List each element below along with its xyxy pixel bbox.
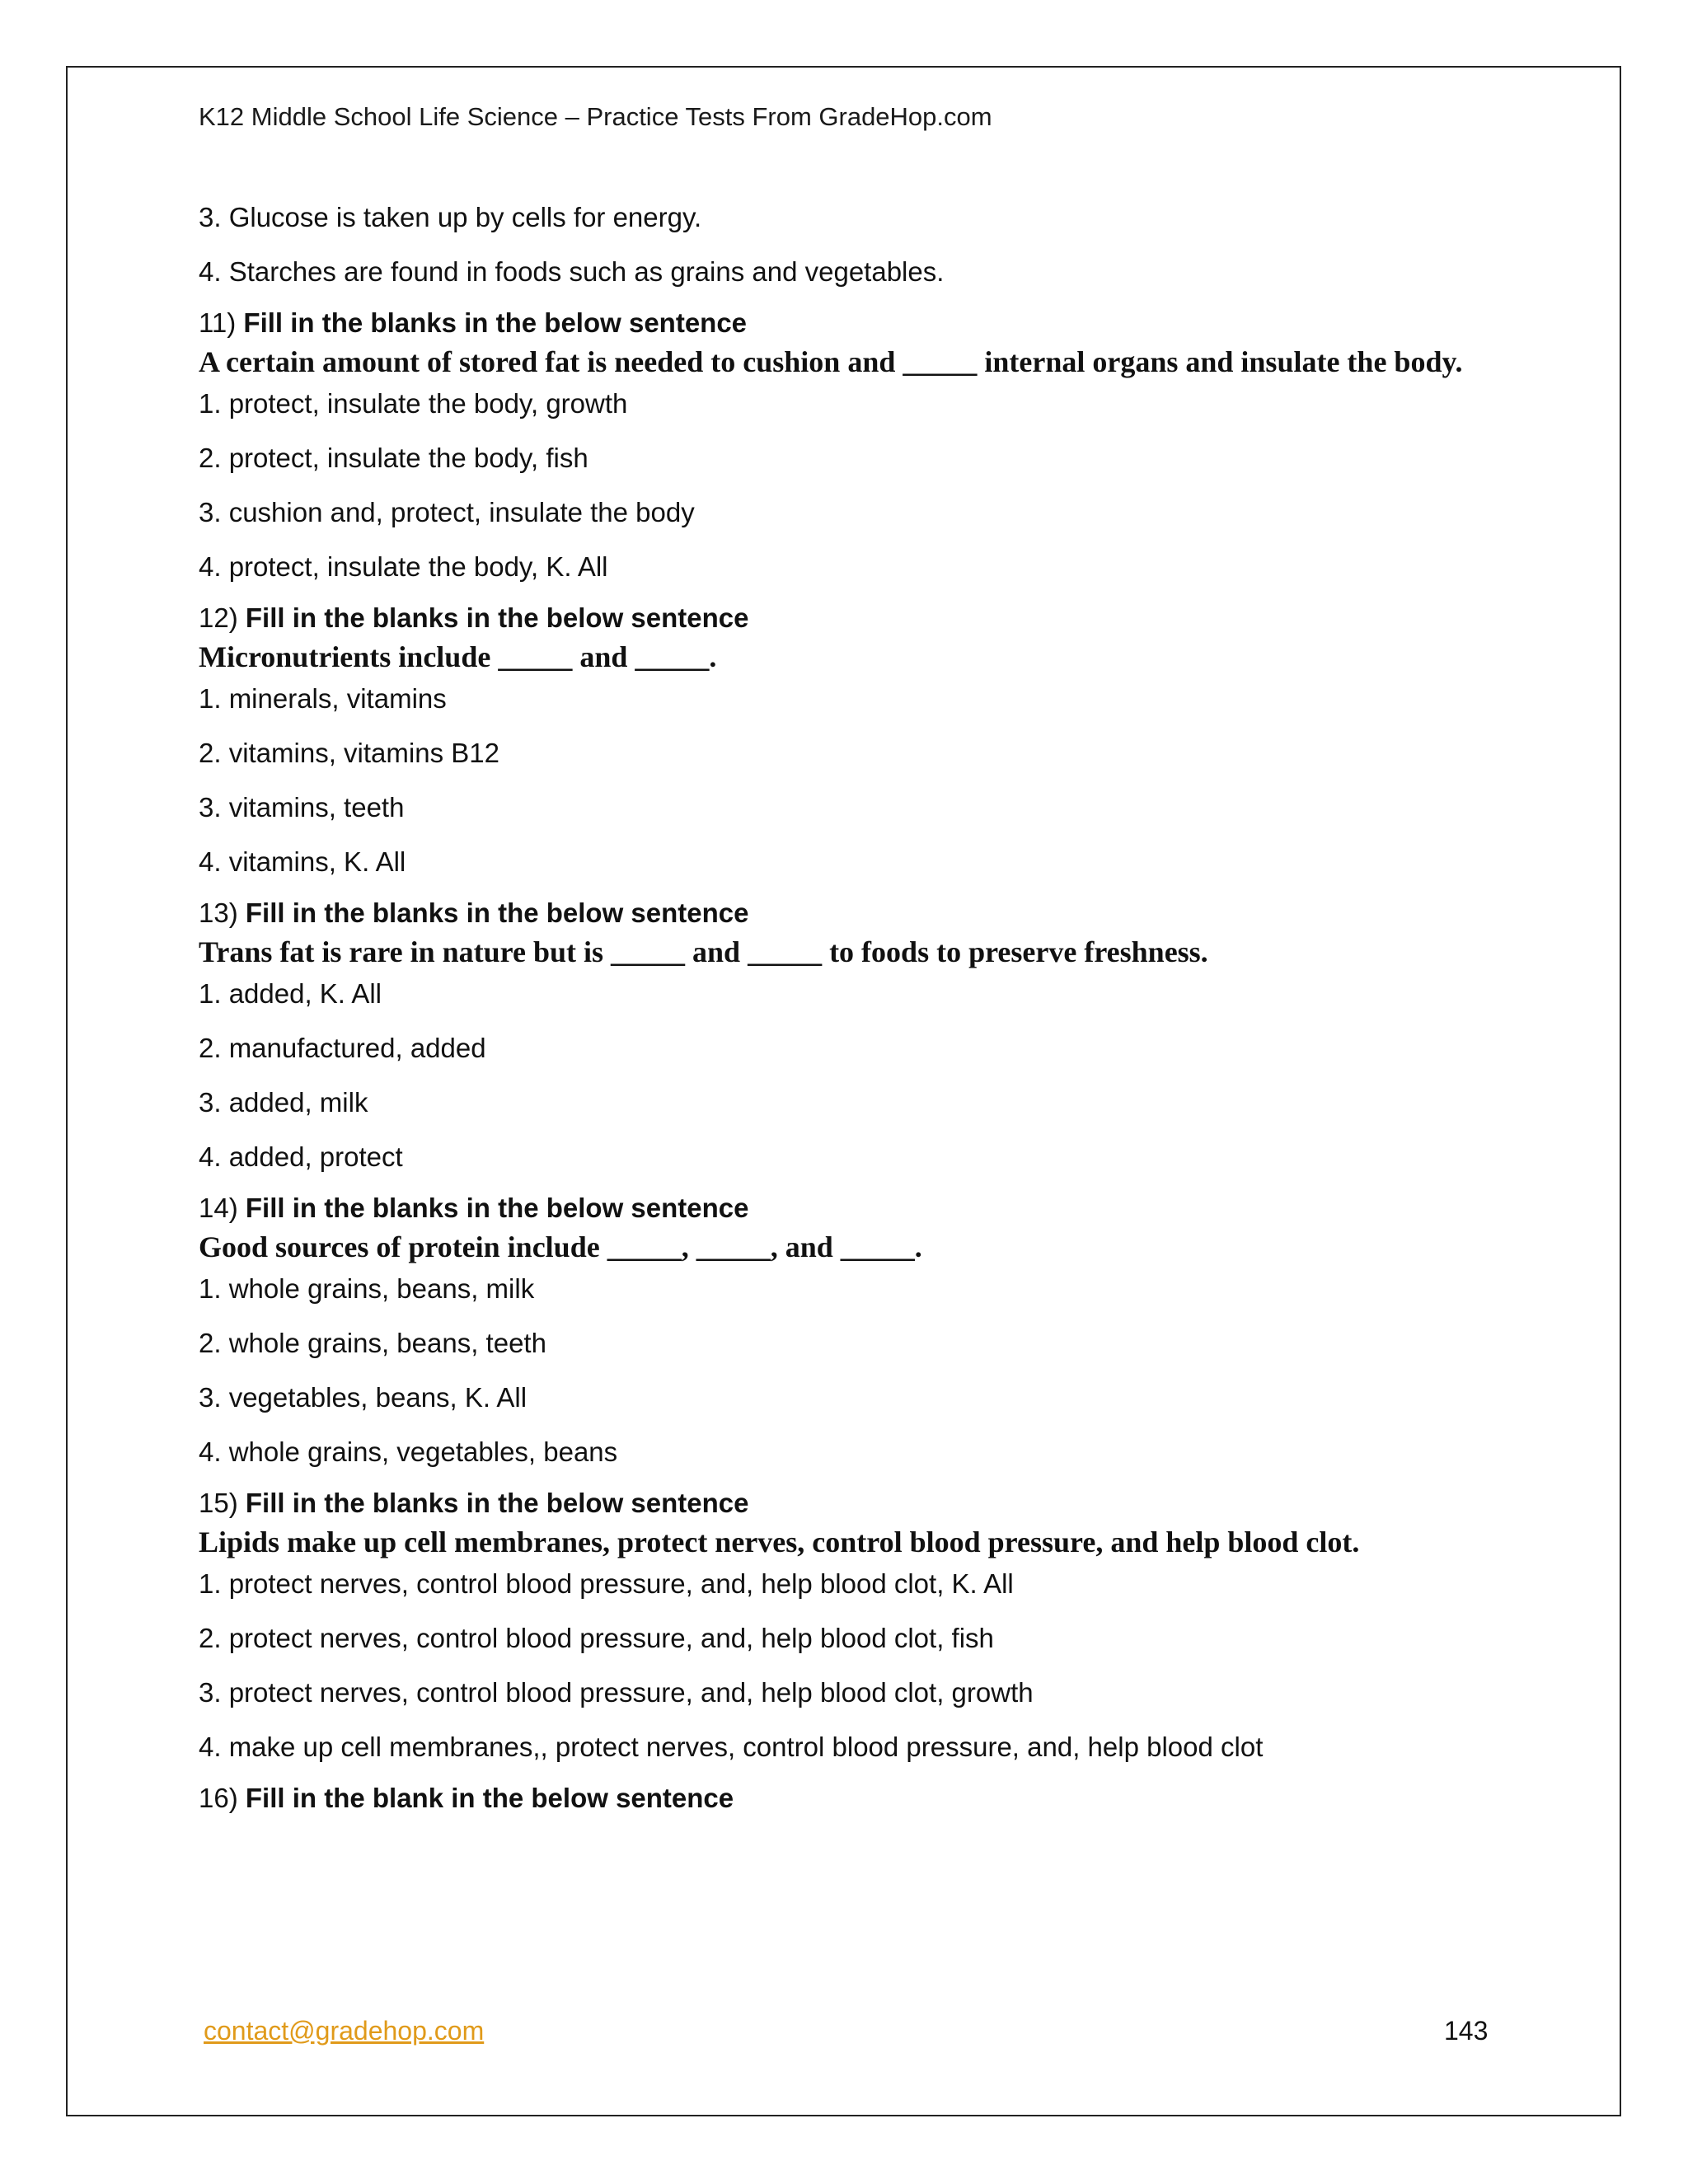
question-instruction: Fill in the blanks in the below sentence: [245, 1193, 749, 1223]
question-statement: Good sources of protein include _____, _____, and _____.: [199, 1230, 922, 1263]
question-instruction: Fill in the blanks in the below sentence: [245, 1488, 749, 1518]
question-statement: Lipids make up cell membranes, protect nerves, control blood pressure, and help blood clot.: [199, 1526, 1360, 1558]
answer-option: 4. added, protect: [199, 1141, 403, 1172]
answer-option: 3. vegetables, beans, K. All: [199, 1382, 528, 1413]
question-12: [199, 598, 1484, 882]
answer-option: 2. manufactured, added: [199, 1033, 486, 1063]
answer-option: 3. vitamins, teeth: [199, 792, 405, 823]
question-instruction: Fill in the blanks in the below sentence: [243, 307, 748, 338]
answer-option: 4. vitamins, K. All: [199, 846, 406, 877]
answer-option: 2. vitamins, vitamins B12: [199, 738, 499, 768]
answer-option: 4. Starches are found in foods such as grains and vegetables.: [199, 256, 945, 287]
answer-option: 3. added, milk: [199, 1087, 368, 1118]
question-heading: [199, 1483, 1484, 1523]
question-number: 14): [199, 1193, 238, 1223]
answer-option: 1. protect, insulate the body, growth: [199, 388, 628, 419]
page-content: [199, 198, 1484, 1818]
question-14: [199, 1188, 1484, 1472]
answer-option: 4. protect, insulate the body, K. All: [199, 551, 608, 582]
question-number: 12): [199, 602, 238, 633]
question-number: 16): [199, 1783, 238, 1813]
page-header: K12 Middle School Life Science – Practice Tests From GradeHop.com: [199, 102, 992, 131]
question-11: [199, 303, 1484, 587]
question-statement: Trans fat is rare in nature but is _____ and _____ to foods to preserve freshness.: [199, 935, 1208, 968]
question-heading: [199, 598, 1484, 638]
answer-option: 2. protect, insulate the body, fish: [199, 443, 588, 473]
question-instruction: Fill in the blanks in the below sentence: [245, 602, 749, 633]
answer-option: 3. cushion and, protect, insulate the body: [199, 497, 695, 527]
answer-option: 1. added, K. All: [199, 978, 382, 1009]
answer-option: 3. protect nerves, control blood pressure, and, help blood clot, growth: [199, 1677, 1034, 1708]
question-heading: [199, 893, 1484, 933]
question-statement: A certain amount of stored fat is needed to cushion and _____ internal organs and insulate the body.: [199, 345, 1463, 378]
question-number: 15): [199, 1488, 238, 1518]
answer-option: 2. whole grains, beans, teeth: [199, 1328, 546, 1358]
page-number: 143: [1444, 2016, 1489, 2046]
answer-option: 2. protect nerves, control blood pressure, and, help blood clot, fish: [199, 1623, 994, 1653]
question-heading: [199, 1188, 1484, 1228]
question-number: 11): [199, 307, 237, 338]
question-13: [199, 893, 1484, 1177]
question-heading: [199, 1779, 1484, 1818]
answer-option: 4. make up cell membranes,, protect nerves, control blood pressure, and, help blood clot: [199, 1732, 1264, 1762]
question-15: [199, 1483, 1484, 1767]
question-16: [199, 1779, 1484, 1818]
answer-option: 4. whole grains, vegetables, beans: [199, 1436, 618, 1467]
question-number: 13): [199, 898, 238, 928]
question-instruction: Fill in the blanks in the below sentence: [245, 898, 749, 928]
answer-option: 3. Glucose is taken up by cells for energy.: [199, 202, 702, 232]
answer-option: 1. protect nerves, control blood pressure, and, help blood clot, K. All: [199, 1568, 1014, 1599]
answer-option: 1. minerals, vitamins: [199, 683, 447, 714]
question-instruction: Fill in the blank in the below sentence: [245, 1783, 734, 1813]
contact-email-link[interactable]: contact@gradehop.com: [204, 2016, 485, 2046]
answer-option: 1. whole grains, beans, milk: [199, 1273, 535, 1304]
question-statement: Micronutrients include _____ and _____.: [199, 640, 717, 673]
question-heading: [199, 303, 1484, 343]
